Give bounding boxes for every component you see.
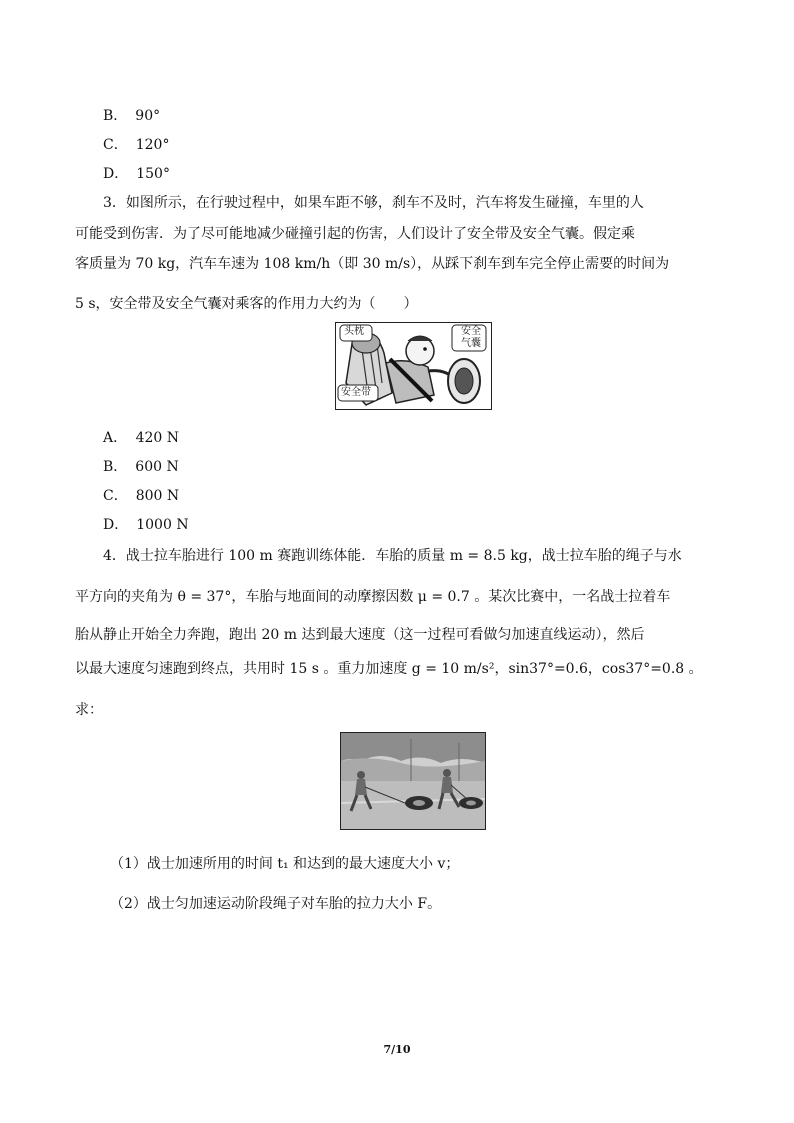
- q4-line-4: 以最大速度匀速跑到终点，共用时 15 s 。重力加速度 g = 10 m/s²，sin37°=0.6，cos37°=0.8 。: [75, 661, 703, 677]
- q4-line-3: 胎从静止开始全力奔跑，跑出 20 m 达到最大速度（这一过程可看做匀加速直线运动），然后: [75, 627, 645, 643]
- q4-line-2: 平方向的夹角为 θ = 37°，车胎与地面间的动摩擦因数 μ = 0.7 。某次比赛中，一名战士拉着车: [75, 589, 671, 605]
- option-d-q2: [103, 164, 170, 184]
- headrest-label: 头枕: [344, 326, 364, 337]
- option-b-q3: [103, 457, 179, 477]
- option-letter: C．: [103, 488, 128, 504]
- option-c-q3: [103, 486, 179, 506]
- q3-figure-crash-illustration: [335, 322, 492, 410]
- option-letter: B．: [103, 459, 128, 475]
- option-text: 420 N: [131, 430, 179, 446]
- option-letter: A．: [103, 430, 128, 446]
- q3-line-4: 5 s，安全带及安全气囊对乘客的作用力大约为（ ）: [75, 296, 418, 312]
- q4-sub-question-2: （2）战士匀加速运动阶段绳子对车胎的拉力大小 F。: [110, 896, 442, 912]
- option-text: 150°: [136, 166, 170, 182]
- q3-line-1: 3．如图所示，在行驶过程中，如果车距不够，刹车不及时，汽车将发生碰撞，车里的人: [103, 195, 644, 211]
- option-letter: D．: [103, 517, 129, 533]
- q3-line-3: 客质量为 70 kg，汽车车速为 108 km/h（即 30 m/s），从踩下刹车到车完全停止需要的时间为: [75, 256, 670, 272]
- q4-line-1: 4．战士拉车胎进行 100 m 赛跑训练体能．车胎的质量 m = 8.5 kg，战士拉车胎的绳子与水: [103, 548, 682, 564]
- airbag-label: 安全 气囊: [461, 326, 481, 349]
- option-b-q2: [103, 106, 160, 126]
- seatbelt-label: 安全带: [341, 387, 371, 398]
- option-letter: C．: [103, 137, 128, 153]
- option-text: 600 N: [135, 459, 179, 475]
- q3-line-2: 可能受到伤害．为了尽可能地减少碰撞引起的伤害，人们设计了安全带及安全气囊。假定乘: [75, 226, 635, 242]
- option-letter: D．: [103, 166, 129, 182]
- page-number: 7/10: [383, 1043, 411, 1056]
- option-a-q3: [103, 428, 179, 448]
- option-text: 90°: [135, 108, 161, 124]
- q4-line-5: 求：: [75, 702, 103, 718]
- option-c-q2: [103, 135, 169, 155]
- option-letter: B．: [103, 108, 128, 124]
- q4-photo-tire-pulling: [340, 732, 486, 830]
- option-d-q3: [103, 515, 189, 535]
- tire-pulling-photo-svg: [341, 733, 485, 829]
- option-text: 120°: [135, 137, 170, 153]
- option-text: 800 N: [135, 488, 180, 504]
- option-text: 1000 N: [136, 517, 189, 533]
- q4-sub-question-1: （1）战士加速所用的时间 t₁ 和达到的最大速度大小 v；: [110, 856, 460, 872]
